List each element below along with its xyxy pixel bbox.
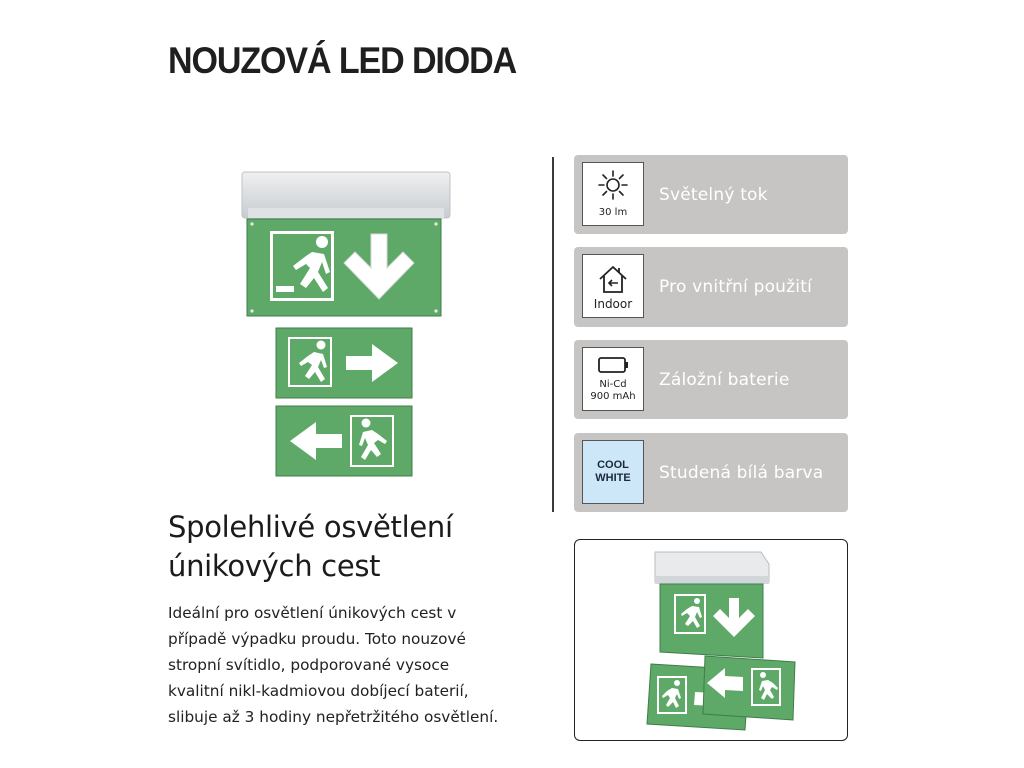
battery-type: Ni-Cd bbox=[599, 379, 627, 390]
feature-label: Pro vnitřní použití bbox=[659, 277, 812, 297]
description-line: slibuje až 3 hodiny nepřetržitého osvětlení. bbox=[168, 708, 499, 726]
heading-line-2: únikových cest bbox=[168, 549, 381, 583]
product-thumbnail bbox=[574, 539, 848, 741]
indoor-caption: Indoor bbox=[593, 296, 633, 311]
feature-label: Studená bílá barva bbox=[659, 462, 824, 483]
thumbnail-image bbox=[575, 540, 846, 739]
vertical-divider bbox=[552, 157, 554, 512]
feature-luminous-flux bbox=[574, 155, 848, 234]
luminous-flux-value: 30 lm bbox=[598, 207, 628, 218]
feature-label: Záložní baterie bbox=[659, 369, 790, 390]
feature-backup-battery bbox=[574, 340, 848, 419]
feature-icon-box bbox=[582, 162, 644, 226]
cool-text: COOL bbox=[597, 459, 629, 471]
sun-icon bbox=[597, 169, 629, 201]
heading-line-1: Spolehlivé osvětlení bbox=[168, 510, 453, 544]
page-title: NOUZOVÁ LED DIODA bbox=[168, 40, 517, 81]
battery-icon bbox=[597, 355, 629, 375]
feature-label: Světelný tok bbox=[659, 184, 768, 205]
product-image bbox=[236, 168, 456, 480]
section-heading bbox=[168, 508, 548, 586]
feature-cool-white bbox=[574, 433, 848, 512]
cool-white-icon bbox=[582, 440, 644, 504]
feature-icon-box bbox=[582, 347, 644, 411]
battery-capacity: 900 mAh bbox=[590, 391, 636, 402]
house-icon bbox=[596, 263, 630, 295]
description-line: stropní svítidlo, podporované vysoce bbox=[168, 656, 450, 674]
description-line: případě výpadku proudu. Toto nouzové bbox=[168, 630, 466, 648]
exit-sign-right-arrow bbox=[276, 328, 412, 398]
description-line: Ideální pro osvětlení únikových cest v bbox=[168, 604, 457, 622]
feature-icon-box bbox=[582, 254, 644, 318]
white-text: WHITE bbox=[595, 472, 631, 484]
exit-sign-down-arrow bbox=[247, 219, 441, 316]
description bbox=[168, 600, 558, 730]
feature-indoor-use bbox=[574, 247, 848, 327]
description-line: kvalitní nikl-kadmiovou dobíjecí baterií, bbox=[168, 682, 469, 700]
exit-sign-left-arrow bbox=[276, 406, 412, 476]
feature-list bbox=[574, 155, 848, 525]
